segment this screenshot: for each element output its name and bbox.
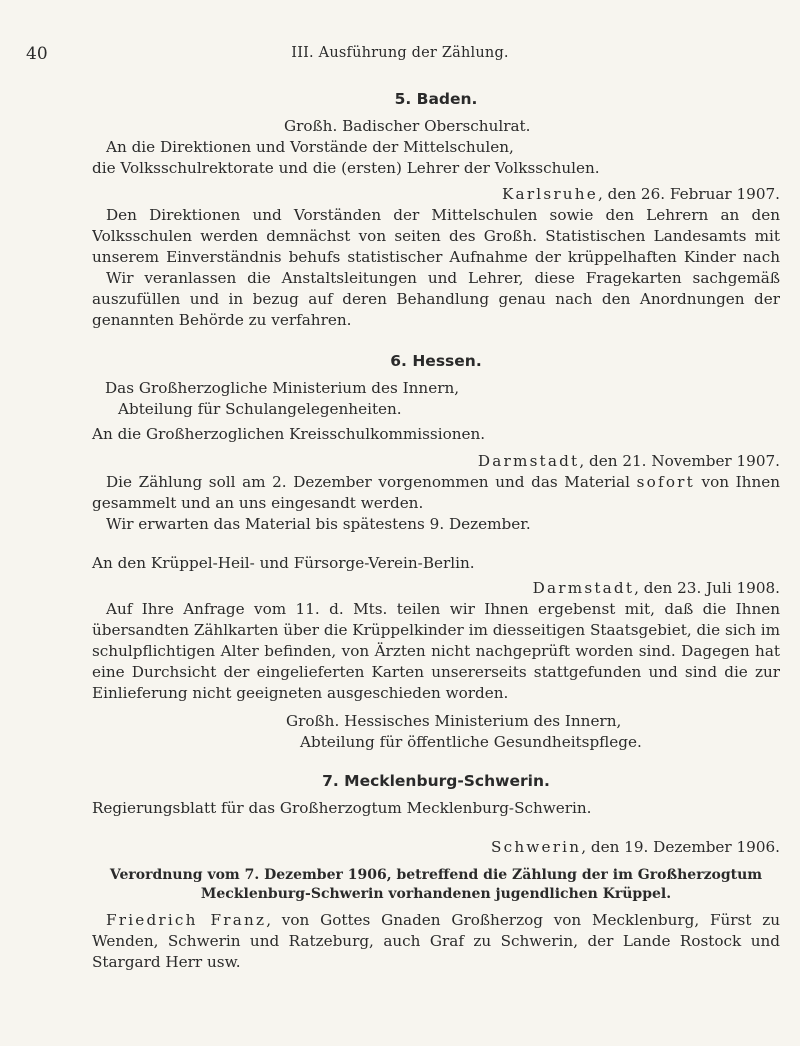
paragraph-text: von Ihnen gesammelt und an uns eingesandt werden. bbox=[92, 473, 780, 512]
place-name: Darmstadt bbox=[532, 579, 635, 597]
paragraph: Den Direktionen und Vorständen der Mittelschulen sowie den Lehrern an den Volksschulen werden demnächst von seiten des Großh. Statistischen Landesamts mit unserem Einverständnis behufs statistischer Aufnahme der krüppelhaften Kinder nach bbox=[92, 206, 780, 266]
emphasis-text: Friedrich Franz bbox=[106, 911, 267, 929]
address-text: An die Direktionen und Vorstände der Mittelschulen, bbox=[106, 138, 514, 156]
page-number: 40 bbox=[26, 44, 48, 64]
address-line bbox=[92, 137, 780, 158]
decree-title: Verordnung vom 7. Dezember 1906, betreffend die Zählung der im Großherzogtum bbox=[109, 867, 763, 883]
emphasis-text: sofort bbox=[636, 473, 695, 491]
paragraph-text: , von Gottes Gnaden Großherzog von Mecklenburg, Fürst zu Wenden, Schwerin und Ratzeburg, auch Graf zu Schwerin, der Lande Rostock und Stargard Herr usw. bbox=[92, 911, 780, 971]
place-name: Karlsruhe bbox=[502, 185, 598, 203]
paragraph-text: Die Zählung soll am 2. Dezember vorgenommen und das Material bbox=[106, 473, 637, 491]
date-line bbox=[92, 451, 780, 472]
paragraph bbox=[92, 910, 780, 973]
paragraph: Auf Ihre Anfrage vom 11. d. Mts. teilen wir Ihnen ergebenst mit, daß die Ihnen übersandten Zählkarten über die Krüppelkinder im diesseitigen Staatsgebiet, die sich im schulpflichtigen Alter befinden, von Ärzten nicht nachgeprüft worden sind. Dagegen hat eine Durchsicht der eingelieferten Karten unsererseits stattgefunden und sind die zur Einlieferung nicht geeigneten ausgeschieden worden. bbox=[92, 600, 780, 702]
date-text: , den 23. Juli 1908. bbox=[634, 579, 780, 597]
paragraph: Wir erwarten das Material bis spätestens 9. Dezember. bbox=[106, 515, 531, 533]
section-heading-mecklenburg: 7. Mecklenburg-Schwerin. bbox=[322, 772, 550, 790]
place-name: Darmstadt bbox=[477, 452, 580, 470]
date-text: , den 21. November 1907. bbox=[579, 452, 780, 470]
signature-line: Großh. Hessisches Ministerium des Innern, bbox=[286, 712, 622, 730]
sender-line: Großh. Badischer Oberschulrat. bbox=[284, 117, 531, 135]
date-text: , den 26. Februar 1907. bbox=[597, 185, 780, 203]
running-head-title: III. Ausführung der Zählung. bbox=[291, 45, 509, 61]
address-line: An die Großherzoglichen Kreisschulkommissionen. bbox=[92, 425, 486, 443]
source-line: Regierungsblatt für das Großherzogtum Mecklenburg-Schwerin. bbox=[92, 799, 592, 817]
date-line bbox=[92, 578, 780, 599]
sender-line-2: Abteilung für Schulangelegenheiten. bbox=[118, 400, 402, 418]
running-head bbox=[0, 44, 800, 64]
paragraph bbox=[92, 472, 780, 514]
date-line bbox=[92, 184, 780, 205]
decree-title-2: Mecklenburg-Schwerin vorhandenen jugendlichen Krüppel. bbox=[200, 886, 672, 902]
place-name: Schwerin bbox=[491, 838, 582, 856]
section-heading-baden: 5. Baden. bbox=[394, 90, 478, 108]
paragraph: Wir veranlassen die Anstaltsleitungen und Lehrer, diese Fragekarten sachgemäß auszufüllen und in bezug auf deren Behandlung genau nach den Anordnungen der genannten Behörde zu verfahren. bbox=[92, 269, 780, 329]
address-line: An den Krüppel-Heil- und Fürsorge-Verein-Berlin. bbox=[92, 554, 475, 572]
date-line bbox=[92, 837, 780, 858]
section-heading-hessen: 6. Hessen. bbox=[390, 352, 482, 370]
address-line-2: die Volksschulrektorate und die (ersten) Lehrer der Volksschulen. bbox=[92, 159, 600, 177]
sender-line: Das Großherzogliche Ministerium des Innern, bbox=[105, 379, 460, 397]
date-text: , den 19. Dezember 1906. bbox=[581, 838, 780, 856]
signature-line-2: Abteilung für öffentliche Gesundheitspflege. bbox=[300, 733, 642, 751]
